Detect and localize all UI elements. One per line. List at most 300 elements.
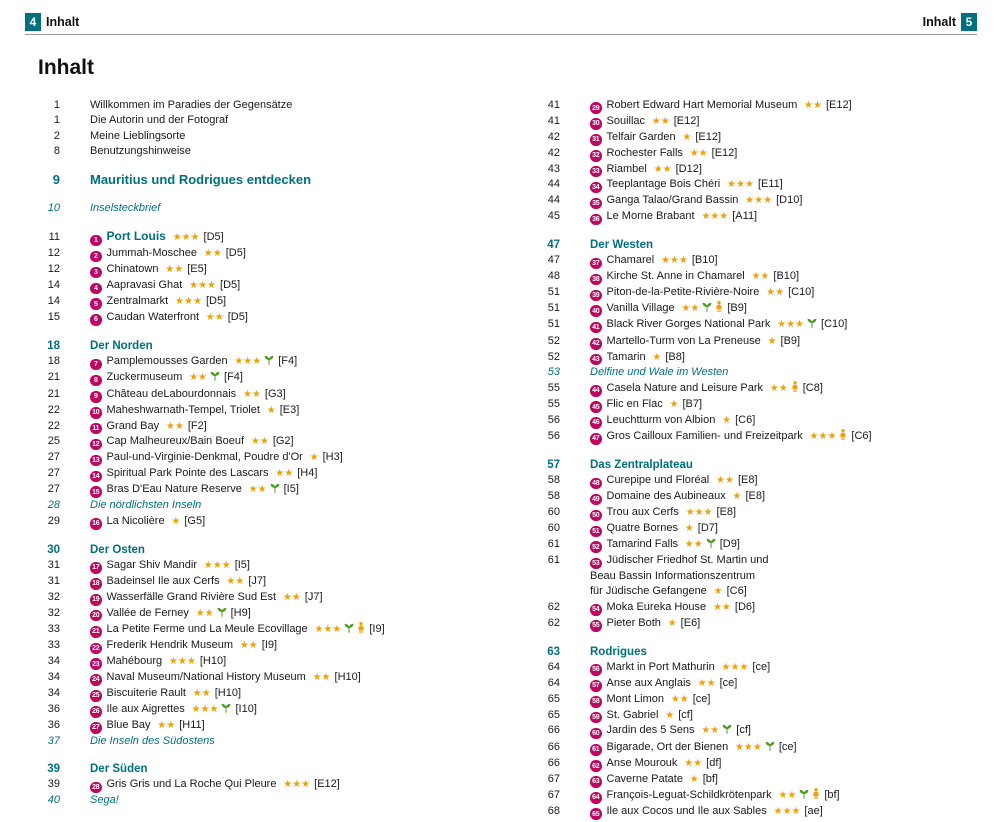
map-grid-reference: [B9]	[727, 302, 747, 315]
poi-number-badge: 21	[90, 626, 102, 638]
toc-row	[538, 114, 983, 130]
star-rating: ★	[710, 586, 723, 598]
map-grid-reference: [C8]	[802, 381, 823, 394]
star-rating: ★★★	[280, 779, 311, 791]
toc-row	[38, 434, 510, 450]
toc-entry-title: Blue Bay	[106, 718, 151, 731]
toc-row	[538, 238, 983, 253]
toc-entry-title: Ganga Talao/Grand Bassin	[606, 194, 739, 207]
toc-entry-title: Der Osten	[90, 543, 145, 556]
poi-number-badge: 3	[90, 267, 102, 279]
toc-entry-content	[590, 317, 847, 333]
toc-entry-title: Wasserfälle Grand Rivière Sud Est	[106, 590, 277, 603]
toc-entry-content	[90, 734, 215, 749]
toc-row	[538, 692, 983, 708]
poi-number-badge: 43	[590, 354, 602, 366]
poi-number-badge: 37	[590, 258, 602, 270]
toc-page-number: 18	[47, 355, 60, 368]
page-number-box-right: 5	[961, 13, 977, 31]
toc-page-number: 63	[547, 645, 560, 658]
toc-page-number: 34	[47, 686, 60, 699]
toc-row	[38, 574, 510, 590]
toc-row	[538, 804, 983, 820]
toc-entry-content	[90, 498, 201, 513]
toc-entry-content	[90, 466, 317, 482]
toc-row	[38, 98, 510, 113]
map-grid-reference: [D5]	[220, 279, 241, 292]
map-grid-reference: [E12]	[825, 99, 852, 111]
poi-number-badge: 60	[590, 728, 602, 740]
toc-entry-content	[590, 473, 758, 489]
toc-row	[38, 777, 510, 793]
map-grid-reference: [I10]	[235, 702, 257, 715]
toc-page-number: 27	[47, 451, 60, 464]
person-icon	[357, 622, 365, 638]
star-rating: ★★	[245, 484, 267, 496]
star-rating: ★	[306, 452, 319, 464]
toc-row	[538, 723, 983, 739]
toc-row	[538, 489, 983, 505]
toc-entry-title: Chamarel	[606, 254, 655, 267]
toc-entry-title: Leuchtturm von Albion	[606, 413, 716, 426]
toc-row	[538, 193, 983, 209]
toc-entry-content	[590, 676, 737, 692]
star-rating: ★★★	[172, 296, 202, 308]
poi-number-badge: 7	[90, 359, 102, 371]
toc-page-number: 12	[47, 263, 60, 276]
toc-row	[38, 246, 510, 262]
toc-entry-title: Curepipe und Floréal	[606, 474, 710, 487]
star-rating: ★★★	[231, 356, 262, 368]
poi-number-badge: 1	[90, 235, 102, 247]
toc-entry-content	[90, 434, 294, 450]
toc-page-number: 22	[47, 419, 60, 432]
star-rating: ★★★	[724, 179, 754, 191]
toc-entry-content	[90, 638, 277, 654]
toc-page-number: 64	[547, 676, 560, 689]
poi-number-badge: 25	[90, 690, 102, 702]
toc-page-number: 57	[547, 459, 560, 472]
toc-entry-content	[590, 381, 823, 397]
star-rating: ★	[719, 414, 732, 426]
toc-page-number: 60	[547, 522, 560, 535]
toc-page-number: 39	[47, 763, 60, 776]
toc-row	[538, 505, 983, 521]
toc-entry-title: Der Norden	[90, 339, 153, 352]
toc-entry-content	[90, 403, 299, 419]
toc-entry-title: Jummah-Moschee	[106, 247, 197, 260]
star-rating: ★★	[681, 758, 703, 770]
star-rating: ★★★	[658, 255, 688, 267]
toc-page-number: 60	[547, 506, 560, 519]
poi-number-badge: 14	[90, 471, 102, 483]
toc-row	[38, 498, 510, 513]
toc-row	[538, 253, 983, 269]
toc-row	[38, 172, 510, 188]
toc-page-number: 9	[52, 172, 60, 188]
toc-row	[538, 772, 983, 788]
toc-row	[38, 482, 510, 498]
toc-entry-title: Chinatown	[106, 263, 159, 276]
map-grid-reference: [H11]	[179, 718, 205, 731]
poi-number-badge: 63	[590, 776, 602, 788]
map-grid-reference: [F4]	[224, 371, 243, 384]
toc-page-number: 22	[47, 403, 60, 416]
poi-number-badge: 59	[590, 712, 602, 724]
toc-entry-title: Quatre Bornes	[606, 522, 679, 535]
toc-row	[38, 294, 510, 310]
toc-row	[38, 201, 510, 216]
poi-number-badge: 15	[90, 486, 102, 498]
toc-page-number: 61	[547, 554, 560, 567]
map-grid-reference: [H9]	[230, 606, 251, 619]
star-rating: ★★★	[742, 195, 773, 207]
toc-entry-content	[590, 756, 721, 772]
map-grid-reference: [D12]	[675, 162, 702, 175]
star-rating: ★★★	[188, 703, 219, 715]
toc-page-number: 42	[547, 146, 560, 159]
toc-entry-content	[90, 339, 153, 354]
star-rating: ★★★	[166, 656, 196, 667]
poi-number-badge: 56	[590, 664, 602, 676]
poi-number-badge: 12	[90, 439, 102, 451]
toc-entry-content	[90, 558, 250, 574]
map-grid-reference: [E12]	[673, 114, 700, 127]
toc-page-number: 58	[547, 490, 560, 503]
toc-row	[38, 702, 510, 718]
map-grid-reference: [cf]	[736, 724, 751, 737]
toc-entry-title: Frederik Hendrik Museum	[106, 639, 234, 652]
leaf-icon	[799, 789, 809, 804]
map-grid-reference: [H10]	[199, 655, 227, 667]
star-rating: ★	[649, 351, 662, 363]
toc-entry-content	[590, 521, 718, 537]
map-grid-reference: [B10]	[691, 254, 718, 267]
map-grid-reference: [E12]	[711, 146, 738, 159]
star-rating: ★★★	[774, 319, 805, 331]
poi-number-badge: 42	[590, 338, 602, 350]
poi-number-badge: 26	[90, 706, 102, 718]
toc-column-right	[538, 98, 983, 820]
poi-number-badge: 57	[590, 680, 602, 692]
toc-row	[538, 317, 983, 333]
toc-page-number: 67	[547, 772, 560, 785]
map-grid-reference: [E12]	[314, 778, 340, 791]
toc-entry-title: Le Morne Brabant	[606, 210, 695, 223]
toc-entry-content	[90, 419, 207, 435]
toc-entry-content	[90, 793, 119, 808]
toc-entry-content	[90, 98, 292, 113]
toc-page-number: 36	[47, 718, 60, 731]
star-rating: ★★	[189, 687, 211, 699]
poi-number-badge: 18	[90, 578, 102, 590]
poi-number-badge: 28	[90, 782, 102, 794]
toc-page-number: 66	[547, 724, 560, 737]
toc-entry-title: Aapravasi Ghat	[106, 279, 183, 292]
toc-entry-title: Teeplantage Bois Chéri	[606, 178, 721, 191]
toc-entry-content	[590, 130, 721, 146]
map-grid-reference: [C6]	[726, 585, 747, 598]
toc-entry-content	[90, 201, 160, 216]
toc-row	[38, 354, 510, 370]
person-icon	[715, 301, 723, 317]
star-rating: ★★	[192, 607, 214, 619]
map-grid-reference: [C6]	[851, 429, 872, 442]
toc-title: Inhalt	[38, 56, 94, 79]
map-grid-reference: [B7]	[682, 398, 703, 411]
toc-entry-title: Caverne Patate	[606, 772, 683, 785]
poi-number-badge: 29	[590, 102, 602, 114]
toc-entry-title: Ile aux Cocos und Ile aux Sables	[606, 805, 767, 818]
toc-entry-title: Ile aux Aigrettes	[106, 702, 185, 715]
map-grid-reference: [I5]	[234, 558, 250, 571]
star-rating: ★	[729, 491, 742, 503]
poi-number-badge: 34	[590, 182, 602, 194]
toc-row	[38, 144, 510, 159]
toc-entry-content	[90, 777, 340, 793]
poi-number-badge: 9	[90, 391, 102, 403]
star-rating: ★★	[678, 303, 700, 315]
star-rating: ★★	[686, 147, 708, 159]
person-icon	[812, 788, 820, 804]
toc-row	[538, 130, 983, 146]
leaf-icon	[702, 302, 712, 317]
toc-entry-content	[590, 146, 737, 162]
poi-number-badge: 31	[590, 134, 602, 146]
star-rating: ★	[764, 335, 777, 347]
map-grid-reference: [F2]	[187, 419, 207, 432]
star-rating: ★	[664, 617, 677, 629]
poi-number-badge: 24	[90, 674, 102, 686]
toc-row	[38, 622, 510, 638]
toc-page-number: 32	[47, 590, 60, 603]
map-grid-reference: [D9]	[719, 538, 740, 550]
toc-page-number: 14	[47, 295, 60, 308]
toc-entry-title: La Petite Ferme und La Meule Ecovillage	[106, 622, 308, 635]
poi-number-badge: 49	[590, 494, 602, 506]
map-grid-reference: [D6]	[734, 600, 756, 613]
toc-entry-title: Pamplemousses Garden	[106, 355, 228, 368]
star-rating: ★★★	[698, 211, 729, 223]
toc-entry-title: Naval Museum/National History Museum	[106, 670, 306, 683]
toc-entry-content	[590, 334, 800, 350]
toc-entry-title: Port Louis	[106, 229, 166, 244]
toc-page-number: 21	[47, 387, 60, 400]
toc-row	[538, 301, 983, 317]
toc-entry-title: Der Westen	[590, 239, 654, 252]
running-header-left	[25, 13, 79, 31]
toc-page-number: 51	[547, 286, 560, 299]
toc-entry-title: Die Inseln des Südostens	[90, 734, 215, 747]
star-rating: ★★	[163, 420, 184, 432]
leaf-icon	[217, 607, 227, 622]
map-grid-reference: [H4]	[297, 467, 318, 480]
poi-number-badge: 5	[90, 298, 102, 310]
toc-entry-title: Mont Limon	[606, 692, 664, 705]
toc-page-number: 31	[47, 558, 60, 571]
toc-entry-title: Bigarade, Ort der Bienen	[606, 740, 729, 753]
map-grid-reference: [B10]	[773, 270, 800, 283]
toc-entry-title: St. Gabriel	[606, 708, 659, 721]
poi-number-badge: 51	[590, 526, 602, 538]
star-rating: ★★	[309, 671, 331, 683]
toc-entry-title: Flic en Flac	[606, 398, 663, 411]
running-header-title-left: Inhalt	[46, 15, 80, 29]
toc-entry-title: Robert Edward Hart Memorial Museum	[606, 99, 798, 111]
star-rating: ★★	[186, 372, 208, 384]
toc-row	[38, 654, 510, 670]
map-grid-reference: [D5]	[203, 231, 224, 244]
star-rating: ★	[679, 131, 692, 143]
toc-page-number: 18	[47, 339, 60, 352]
map-grid-reference: [I5]	[283, 483, 299, 496]
toc-row	[38, 734, 510, 749]
star-rating: ★★★	[186, 280, 217, 292]
toc-page-number: 51	[547, 302, 560, 315]
toc-entry-content	[590, 584, 747, 599]
star-rating: ★★	[748, 271, 770, 283]
toc-row	[538, 553, 983, 569]
poi-number-badge: 11	[90, 423, 102, 435]
toc-entry-title: Black River Gorges National Park	[606, 318, 771, 331]
toc-entry-title: Die nördlichsten Inseln	[90, 499, 202, 512]
leaf-icon	[270, 483, 280, 498]
toc-page-number: 41	[547, 99, 560, 111]
poi-number-badge: 44	[590, 385, 602, 397]
toc-page-number: 31	[47, 574, 60, 587]
toc-row	[538, 537, 983, 553]
toc-row	[538, 334, 983, 350]
star-rating: ★★	[682, 539, 703, 550]
map-grid-reference: [bf]	[824, 788, 840, 801]
toc-entry-title: Martello-Turm von La Preneuse	[606, 334, 761, 347]
map-grid-reference: [D5]	[225, 247, 246, 260]
toc-page-number: 1	[53, 114, 60, 127]
poi-number-badge: 32	[590, 150, 602, 162]
toc-entry-content	[590, 285, 814, 301]
toc-page-number: 51	[547, 318, 560, 331]
poi-number-badge: 6	[90, 314, 102, 326]
toc-entry-content	[590, 537, 740, 553]
leaf-icon	[765, 741, 775, 756]
map-grid-reference: [ce]	[778, 740, 797, 753]
toc-entry-title: Domaine des Aubineaux	[606, 490, 726, 503]
star-rating: ★	[682, 523, 694, 535]
toc-row	[538, 616, 983, 632]
toc-entry-title: Anse aux Anglais	[606, 676, 691, 689]
poi-number-badge: 36	[590, 214, 602, 226]
toc-row	[538, 660, 983, 676]
star-rating: ★★	[154, 719, 176, 731]
poi-number-badge: 47	[590, 433, 602, 445]
star-rating: ★★★	[682, 507, 713, 519]
toc-page-number: 67	[547, 788, 560, 801]
toc-entry-title: Zuckermuseum	[106, 371, 183, 384]
toc-page-number: 32	[47, 606, 60, 619]
leaf-icon	[264, 355, 274, 370]
map-grid-reference: [cf]	[678, 708, 693, 721]
toc-page-number: 12	[47, 247, 60, 260]
toc-page-number: 43	[547, 162, 560, 175]
toc-entry-content	[90, 622, 385, 638]
star-rating: ★★★	[718, 661, 749, 673]
toc-row	[538, 569, 983, 584]
toc-entry-title: Grand Bay	[106, 419, 160, 432]
toc-page-number: 33	[47, 639, 60, 652]
star-rating: ★★	[775, 789, 797, 801]
running-header-title-right: Inhalt	[922, 15, 956, 29]
toc-row	[538, 756, 983, 772]
toc-entry-content	[590, 238, 653, 253]
poi-number-badge: 62	[590, 760, 602, 772]
toc-entry-content	[90, 172, 311, 188]
toc-page-number: 11	[48, 231, 60, 244]
map-grid-reference: [H3]	[322, 451, 343, 464]
toc-row	[38, 670, 510, 686]
poi-number-badge: 41	[590, 322, 602, 334]
map-grid-reference: [H10]	[334, 670, 361, 683]
toc-entry-title: Das Zentralplateau	[590, 459, 693, 472]
map-grid-reference: [F4]	[278, 355, 298, 368]
poi-number-badge: 33	[590, 166, 602, 178]
star-rating: ★★	[280, 591, 301, 603]
toc-row	[38, 339, 510, 354]
toc-entry-content	[90, 144, 191, 159]
toc-entry-title: Die Autorin und der Fotograf	[90, 114, 229, 127]
toc-page-number: 29	[47, 514, 60, 527]
toc-row	[38, 686, 510, 702]
toc-entry-content	[590, 114, 699, 130]
toc-page-number: 52	[547, 350, 560, 363]
toc-page-number: 62	[547, 616, 560, 629]
star-rating: ★★	[240, 388, 261, 400]
toc-entry-content	[90, 294, 226, 310]
running-header-right	[923, 13, 977, 31]
map-grid-reference: [G3]	[264, 387, 286, 400]
toc-row	[38, 558, 510, 574]
toc-entry-content	[590, 772, 718, 788]
toc-entry-content	[90, 246, 246, 262]
toc-row	[538, 708, 983, 724]
toc-entry-content	[590, 413, 755, 429]
map-grid-reference: [ae]	[804, 805, 823, 818]
toc-page-number: 55	[547, 381, 560, 394]
toc-row	[38, 229, 510, 246]
poi-number-badge: 35	[590, 198, 602, 210]
toc-page-number: 64	[547, 660, 560, 673]
toc-page-number: 47	[547, 254, 560, 267]
toc-entry-title: Gris Gris und La Roche Qui Pleure	[106, 778, 277, 791]
toc-entry-content	[90, 543, 145, 558]
poi-number-badge: 40	[590, 305, 602, 317]
poi-number-badge: 30	[590, 118, 602, 130]
map-grid-reference: [G2]	[272, 435, 294, 448]
toc-row	[38, 310, 510, 326]
toc-entry-title: Mahébourg	[106, 655, 163, 667]
map-grid-reference: [ce]	[719, 676, 738, 689]
toc-page-number: 56	[547, 429, 560, 442]
toc-page-number: 65	[547, 708, 560, 721]
map-grid-reference: [E8]	[716, 506, 737, 519]
toc-entry-content	[90, 310, 248, 326]
toc-page-number: 27	[47, 483, 60, 496]
toc-entry-content	[590, 645, 647, 660]
toc-entry-title: Tamarind Falls	[606, 538, 679, 550]
toc-entry-content	[590, 788, 840, 804]
toc-entry-content	[590, 740, 797, 756]
toc-row	[538, 162, 983, 178]
map-grid-reference: [E8]	[745, 490, 766, 503]
